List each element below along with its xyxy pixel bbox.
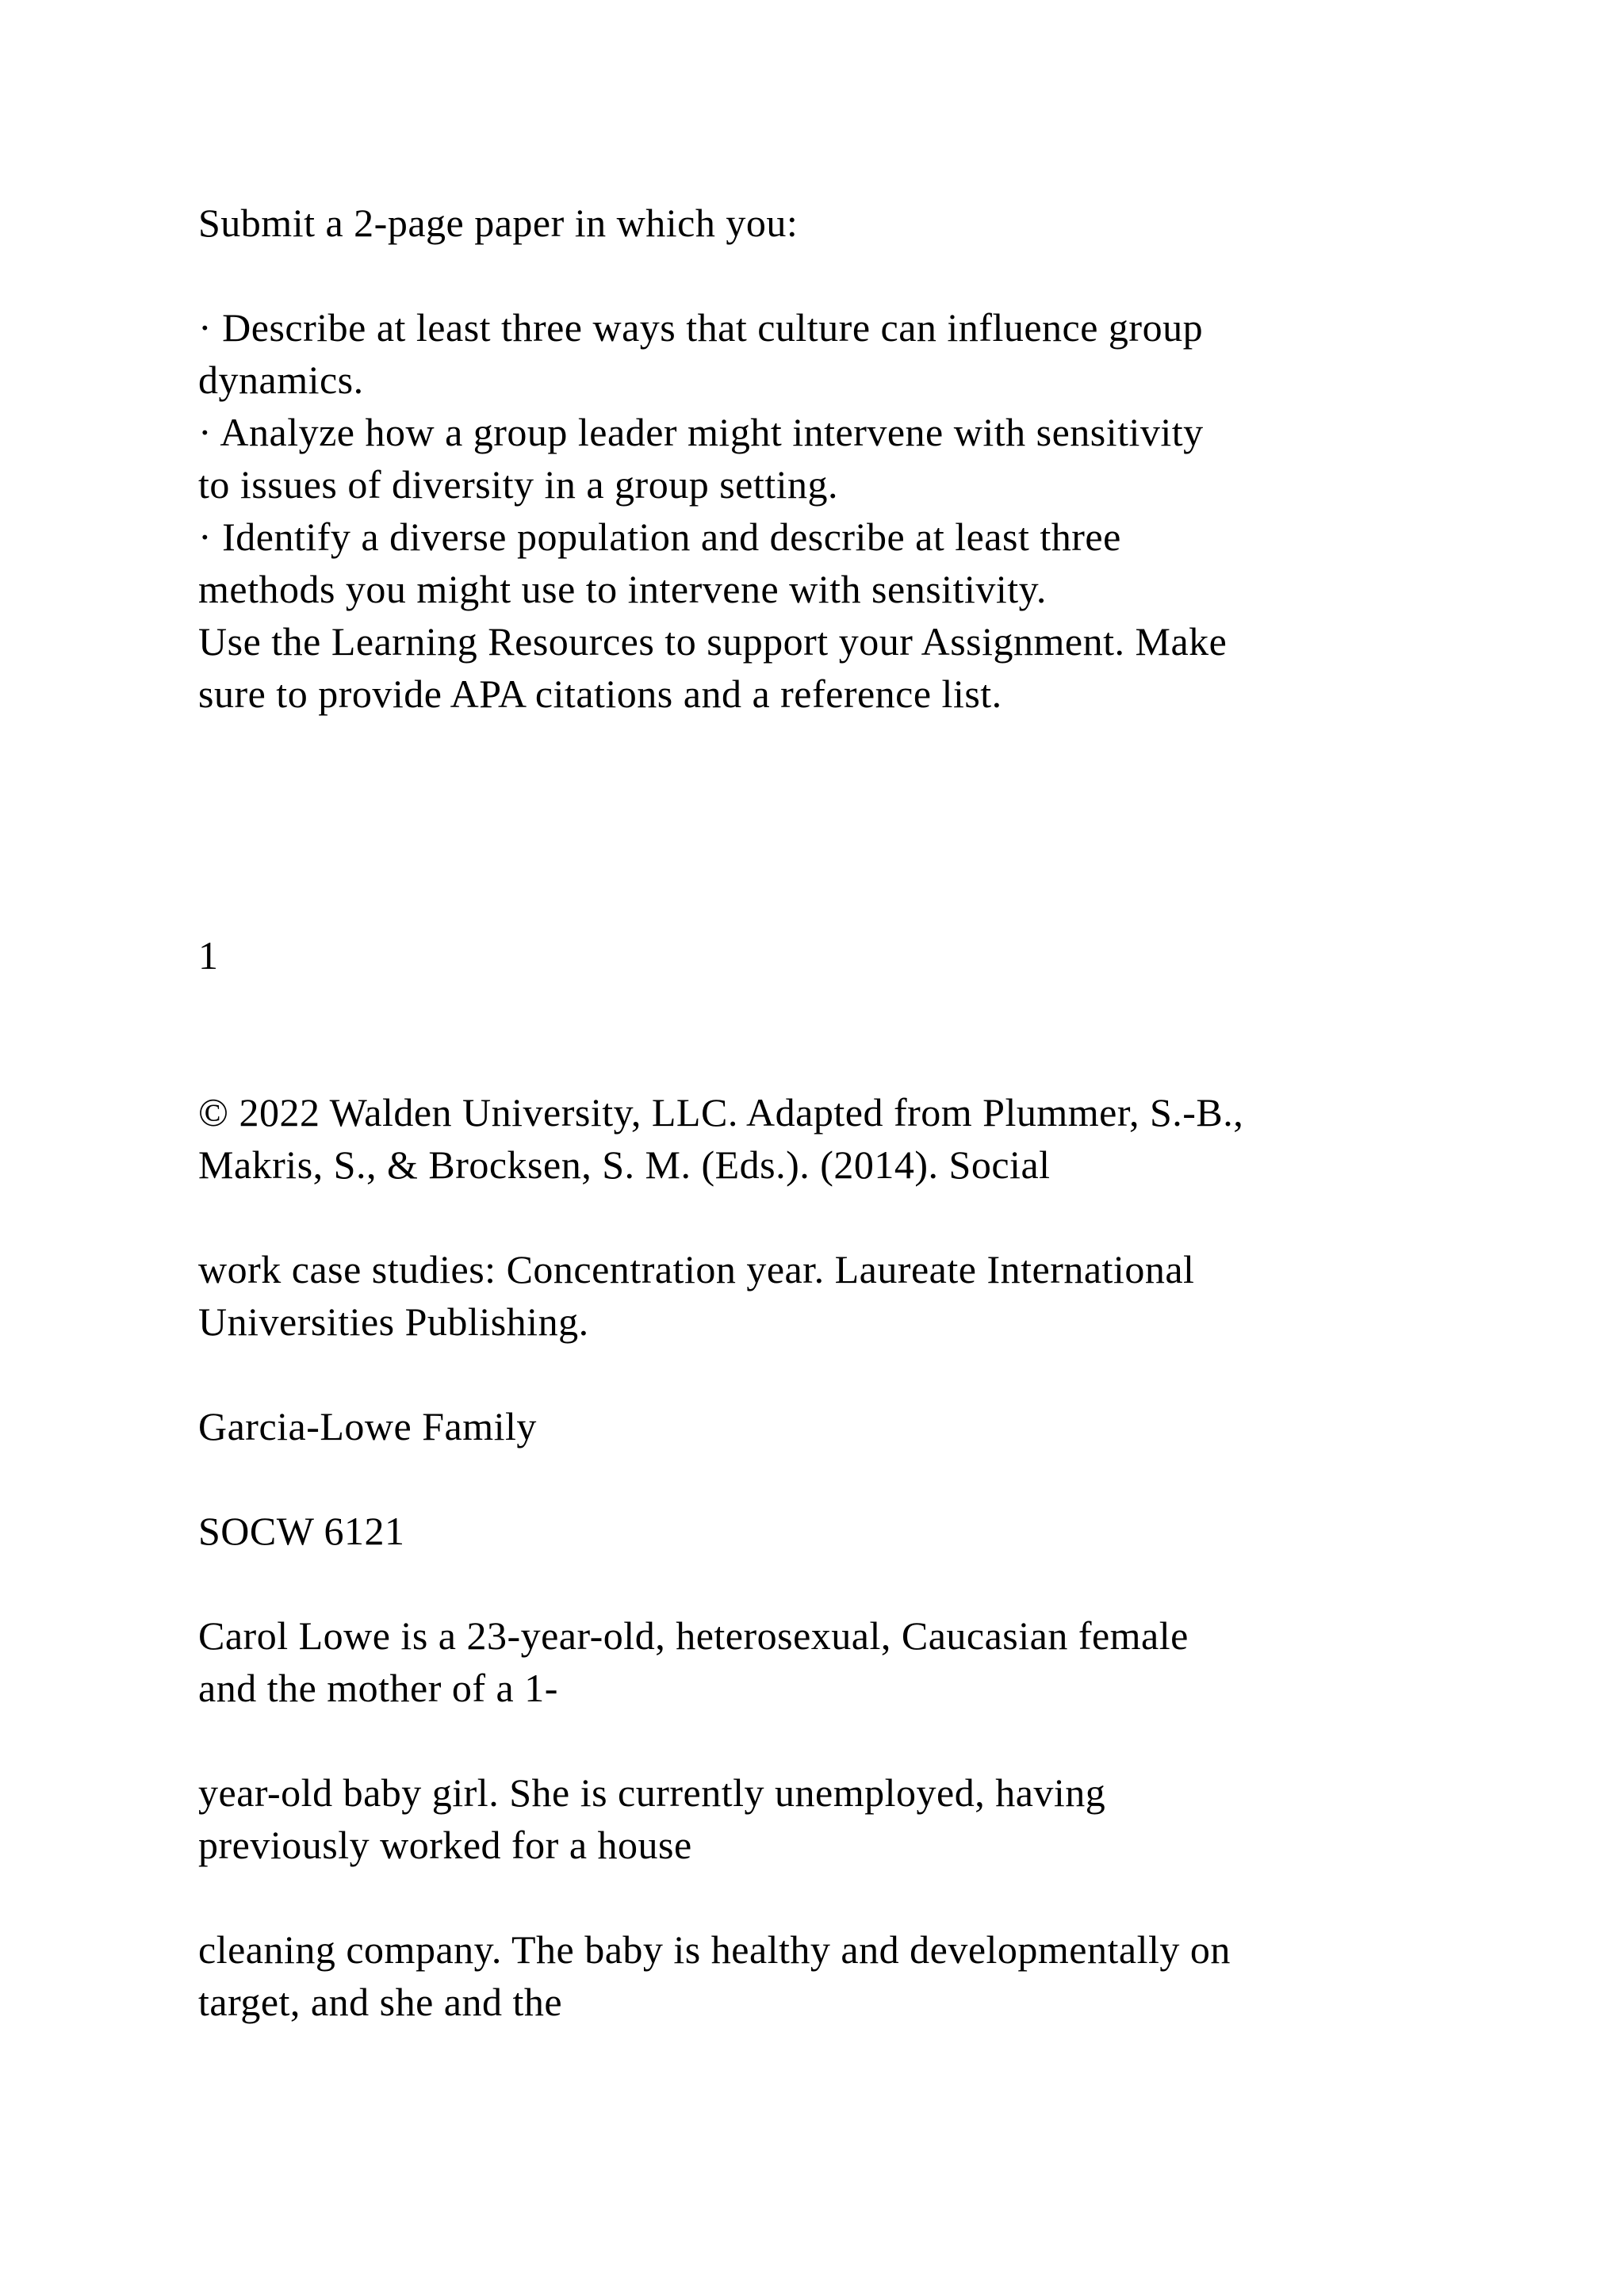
paragraph-2-line-2: previously worked for a house bbox=[198, 1823, 692, 1867]
bullet-2-line-2: to issues of diversity in a group setting. bbox=[198, 462, 839, 507]
resources-line-2: sure to provide APA citations and a reference list. bbox=[198, 672, 1002, 716]
bullet-3-line-1: · Identify a diverse population and describe at least three bbox=[198, 515, 1121, 559]
copyright-line-2: Makris, S., & Brocksen, S. M. (Eds.). (2014). Social bbox=[198, 1142, 1051, 1187]
case-title: Garcia-Lowe Family bbox=[198, 1404, 537, 1448]
paragraph-1-line-1: Carol Lowe is a 23-year-old, heterosexual, Caucasian female bbox=[198, 1613, 1189, 1658]
paragraph-3-line-2: target, and she and the bbox=[198, 1980, 563, 2024]
bullet-1-line-1: · Describe at least three ways that culture can influence group bbox=[198, 305, 1204, 350]
paragraph-2-line-1: year-old baby girl. She is currently unemployed, having bbox=[198, 1770, 1106, 1815]
bullet-2-line-1: · Analyze how a group leader might intervene with sensitivity bbox=[198, 410, 1204, 454]
bullet-3-line-2: methods you might use to intervene with sensitivity. bbox=[198, 567, 1047, 611]
citation-line-1: work case studies: Concentration year. Laureate International bbox=[198, 1247, 1195, 1292]
page-number: 1 bbox=[198, 933, 219, 978]
assignment-intro: Submit a 2-page paper in which you: bbox=[198, 201, 799, 245]
bullet-1-line-2: dynamics. bbox=[198, 358, 364, 402]
paragraph-1-line-2: and the mother of a 1- bbox=[198, 1666, 558, 1710]
resources-line-1: Use the Learning Resources to support your Assignment. Make bbox=[198, 619, 1228, 664]
paragraph-3-line-1: cleaning company. The baby is healthy and developmentally on bbox=[198, 1927, 1231, 1972]
course-code: SOCW 6121 bbox=[198, 1509, 405, 1553]
copyright-line-1: © 2022 Walden University, LLC. Adapted from Plummer, S.-B., bbox=[198, 1090, 1244, 1135]
citation-line-2: Universities Publishing. bbox=[198, 1299, 589, 1344]
